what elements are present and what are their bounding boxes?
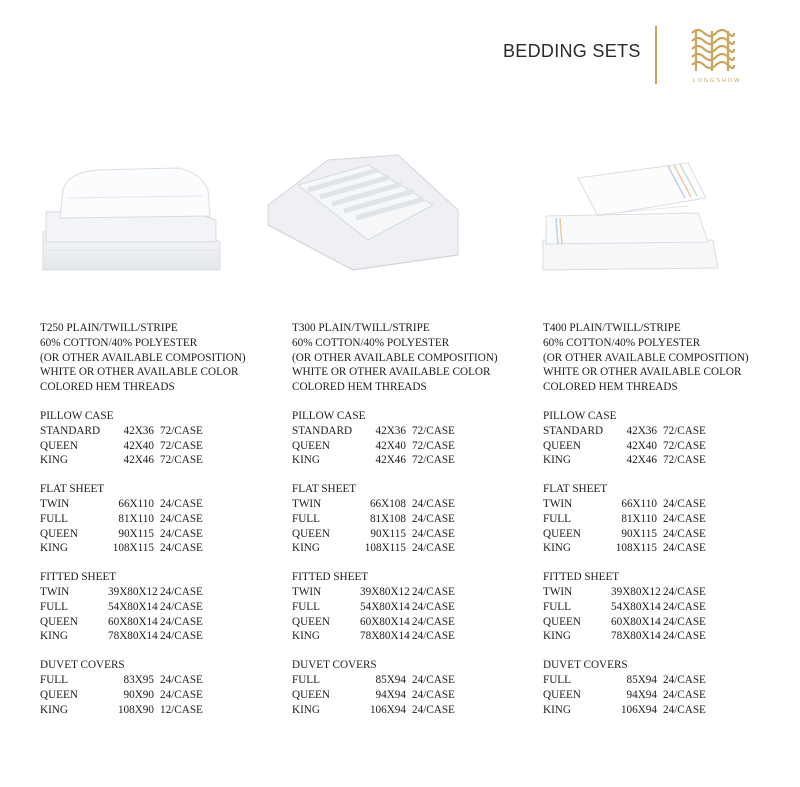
table-row bbox=[292, 673, 532, 688]
pack-qty: 24/CASE bbox=[663, 703, 706, 716]
longshow-logo-icon bbox=[688, 27, 736, 75]
table-row bbox=[292, 439, 532, 454]
table-row bbox=[40, 512, 280, 527]
dimension: 85X94 bbox=[626, 673, 657, 686]
section-title: PILLOW CASE bbox=[40, 409, 114, 422]
pack-qty: 24/CASE bbox=[663, 585, 706, 598]
dimension: 108X115 bbox=[112, 542, 154, 555]
fitted-sheet-section bbox=[543, 570, 783, 644]
size-label: QUEEN bbox=[40, 615, 78, 628]
dimension: 106X94 bbox=[620, 703, 657, 716]
dimension: 81X110 bbox=[118, 512, 154, 525]
color-line: WHITE OR OTHER AVAILABLE COLOR bbox=[543, 366, 742, 379]
flat-sheet-section bbox=[543, 482, 783, 556]
table-row bbox=[543, 703, 783, 718]
table-row bbox=[292, 497, 532, 512]
table-row bbox=[40, 497, 280, 512]
size-label: QUEEN bbox=[543, 439, 581, 452]
composition-note: (OR OTHER AVAILABLE COMPOSITION) bbox=[292, 351, 498, 364]
pack-qty: 24/CASE bbox=[412, 497, 455, 510]
size-label: QUEEN bbox=[292, 527, 330, 540]
dimension: 90X90 bbox=[123, 688, 154, 701]
section-title: FLAT SHEET bbox=[292, 483, 357, 496]
pack-qty: 24/CASE bbox=[412, 615, 455, 628]
table-row bbox=[292, 688, 532, 703]
size-label: KING bbox=[40, 454, 68, 467]
dimension: 54X80X14 bbox=[360, 600, 410, 613]
size-label: QUEEN bbox=[543, 527, 581, 540]
dimension: 42X36 bbox=[123, 424, 154, 437]
table-row bbox=[543, 497, 783, 512]
table-row bbox=[40, 585, 280, 600]
size-label: TWIN bbox=[292, 585, 322, 598]
dimension: 106X94 bbox=[369, 703, 406, 716]
dimension: 42X46 bbox=[375, 454, 406, 467]
size-label: TWIN bbox=[40, 585, 70, 598]
size-label: KING bbox=[543, 454, 571, 467]
table-row bbox=[292, 512, 532, 527]
dimension: 94X94 bbox=[375, 688, 406, 701]
dimension: 85X94 bbox=[375, 673, 406, 686]
size-label: FULL bbox=[292, 512, 320, 525]
size-label: QUEEN bbox=[292, 688, 330, 701]
table-row bbox=[40, 600, 280, 615]
dimension: 54X80X14 bbox=[611, 600, 661, 613]
size-label: TWIN bbox=[543, 497, 573, 510]
size-label: KING bbox=[40, 630, 68, 643]
size-label: KING bbox=[40, 542, 68, 555]
table-row bbox=[543, 439, 783, 454]
page-title: BEDDING SETS bbox=[503, 41, 641, 61]
pack-qty: 72/CASE bbox=[160, 439, 203, 452]
table-row bbox=[292, 585, 532, 600]
table-row bbox=[543, 673, 783, 688]
dimension: 42X46 bbox=[123, 454, 154, 467]
fitted-sheet-section bbox=[40, 570, 280, 644]
dimension: 78X80X14 bbox=[360, 630, 410, 643]
section-title: FLAT SHEET bbox=[40, 483, 105, 496]
section-title: FLAT SHEET bbox=[543, 483, 608, 496]
dimension: 39X80X12 bbox=[611, 585, 661, 598]
dimension: 90X115 bbox=[118, 527, 154, 540]
pack-qty: 72/CASE bbox=[663, 454, 706, 467]
dimension: 108X115 bbox=[615, 542, 657, 555]
pack-qty: 24/CASE bbox=[160, 497, 203, 510]
header-divider bbox=[655, 26, 657, 84]
pack-qty: 24/CASE bbox=[663, 497, 706, 510]
size-label: TWIN bbox=[40, 497, 70, 510]
table-row bbox=[40, 688, 280, 703]
size-label: FULL bbox=[543, 673, 571, 686]
dimension: 83X95 bbox=[123, 673, 154, 686]
hem-line: COLORED HEM THREADS bbox=[292, 381, 427, 394]
color-line: WHITE OR OTHER AVAILABLE COLOR bbox=[40, 366, 239, 379]
dimension: 78X80X14 bbox=[611, 630, 661, 643]
pack-qty: 24/CASE bbox=[663, 615, 706, 628]
size-label: QUEEN bbox=[40, 688, 78, 701]
pack-qty: 24/CASE bbox=[412, 542, 455, 555]
pack-qty: 72/CASE bbox=[412, 424, 455, 437]
dimension: 90X115 bbox=[621, 527, 657, 540]
pack-qty: 12/CASE bbox=[160, 703, 203, 716]
table-row bbox=[543, 527, 783, 542]
pack-qty: 24/CASE bbox=[663, 600, 706, 613]
dimension: 60X80X14 bbox=[360, 615, 410, 628]
dimension: 42X36 bbox=[375, 424, 406, 437]
size-label: STANDARD bbox=[543, 424, 604, 437]
table-row bbox=[543, 541, 783, 556]
size-label: KING bbox=[543, 542, 571, 555]
dimension: 54X80X14 bbox=[108, 600, 158, 613]
section-title: DUVET COVERS bbox=[40, 659, 125, 672]
size-label: STANDARD bbox=[292, 424, 353, 437]
hem-line: COLORED HEM THREADS bbox=[543, 381, 678, 394]
folded-sheet-set-icon bbox=[38, 150, 228, 280]
section-title: FITTED SHEET bbox=[292, 571, 369, 584]
pack-qty: 72/CASE bbox=[160, 424, 203, 437]
dimension: 42X40 bbox=[375, 439, 406, 452]
table-row bbox=[543, 453, 783, 468]
dimension: 42X40 bbox=[626, 439, 657, 452]
dimension: 42X36 bbox=[626, 424, 657, 437]
table-row bbox=[40, 703, 280, 718]
size-label: FULL bbox=[40, 512, 68, 525]
pack-qty: 24/CASE bbox=[412, 512, 455, 525]
section-title: FITTED SHEET bbox=[543, 571, 620, 584]
dimension: 42X46 bbox=[626, 454, 657, 467]
pack-qty: 24/CASE bbox=[663, 527, 706, 540]
table-row bbox=[292, 424, 532, 439]
pack-qty: 24/CASE bbox=[412, 630, 455, 643]
pack-qty: 24/CASE bbox=[160, 585, 203, 598]
size-label: KING bbox=[292, 703, 320, 716]
pack-qty: 24/CASE bbox=[160, 527, 203, 540]
dimension: 108X115 bbox=[364, 542, 406, 555]
pack-qty: 24/CASE bbox=[160, 688, 203, 701]
size-label: KING bbox=[292, 542, 320, 555]
dimension: 108X90 bbox=[117, 703, 154, 716]
pillow-case-section bbox=[543, 409, 783, 468]
pack-qty: 24/CASE bbox=[663, 512, 706, 525]
composition-line: 60% COTTON/40% POLYESTER bbox=[543, 336, 701, 349]
product-title: T250 PLAIN/TWILL/STRIPE bbox=[40, 322, 178, 334]
section-title: FITTED SHEET bbox=[40, 571, 117, 584]
size-label: KING bbox=[292, 630, 320, 643]
dimension: 60X80X14 bbox=[108, 615, 158, 628]
composition-note: (OR OTHER AVAILABLE COMPOSITION) bbox=[40, 351, 246, 364]
size-label: QUEEN bbox=[292, 615, 330, 628]
table-row bbox=[292, 541, 532, 556]
section-title: PILLOW CASE bbox=[543, 409, 617, 422]
section-title: DUVET COVERS bbox=[543, 659, 628, 672]
dimension: 39X80X12 bbox=[108, 585, 158, 598]
size-label: KING bbox=[543, 630, 571, 643]
striped-sheet-set-icon bbox=[258, 145, 468, 275]
table-row bbox=[292, 453, 532, 468]
pack-qty: 24/CASE bbox=[663, 630, 706, 643]
pack-qty: 24/CASE bbox=[412, 600, 455, 613]
table-row bbox=[292, 703, 532, 718]
pack-qty: 72/CASE bbox=[412, 439, 455, 452]
pack-qty: 24/CASE bbox=[160, 673, 203, 686]
size-label: KING bbox=[40, 703, 68, 716]
pack-qty: 72/CASE bbox=[412, 454, 455, 467]
logo-wordmark: LONGSHOW bbox=[692, 78, 742, 84]
table-row bbox=[543, 512, 783, 527]
size-label: QUEEN bbox=[40, 527, 78, 540]
size-label: STANDARD bbox=[40, 424, 101, 437]
section-title: PILLOW CASE bbox=[292, 409, 366, 422]
size-label: QUEEN bbox=[292, 439, 330, 452]
product-column-t400 bbox=[543, 321, 783, 717]
table-row bbox=[543, 629, 783, 644]
pack-qty: 24/CASE bbox=[412, 688, 455, 701]
size-label: FULL bbox=[543, 512, 571, 525]
flat-sheet-section bbox=[292, 482, 532, 556]
pack-qty: 72/CASE bbox=[663, 439, 706, 452]
pack-qty: 24/CASE bbox=[412, 585, 455, 598]
size-label: KING bbox=[292, 454, 320, 467]
pack-qty: 24/CASE bbox=[160, 542, 203, 555]
size-label: QUEEN bbox=[543, 688, 581, 701]
dimension: 78X80X14 bbox=[108, 630, 158, 643]
dimension: 81X108 bbox=[369, 512, 406, 525]
size-label: TWIN bbox=[543, 585, 573, 598]
table-row bbox=[543, 615, 783, 630]
dimension: 66X110 bbox=[621, 497, 657, 510]
product-column-t300 bbox=[292, 321, 532, 717]
product-title: T400 PLAIN/TWILL/STRIPE bbox=[543, 322, 681, 334]
table-row bbox=[40, 541, 280, 556]
composition-line: 60% COTTON/40% POLYESTER bbox=[292, 336, 450, 349]
size-label: KING bbox=[543, 703, 571, 716]
product-title: T300 PLAIN/TWILL/STRIPE bbox=[292, 322, 430, 334]
dimension: 66X110 bbox=[118, 497, 154, 510]
duvet-covers-section bbox=[292, 658, 532, 717]
pack-qty: 24/CASE bbox=[412, 527, 455, 540]
size-label: QUEEN bbox=[543, 615, 581, 628]
table-row bbox=[543, 688, 783, 703]
fitted-sheet-section bbox=[292, 570, 532, 644]
pack-qty: 24/CASE bbox=[412, 673, 455, 686]
pack-qty: 72/CASE bbox=[160, 454, 203, 467]
product-column-t250 bbox=[40, 321, 280, 717]
pack-qty: 72/CASE bbox=[663, 424, 706, 437]
dimension: 81X110 bbox=[621, 512, 657, 525]
pillow-case-section bbox=[40, 409, 280, 468]
table-row bbox=[292, 615, 532, 630]
table-row bbox=[40, 615, 280, 630]
size-label: QUEEN bbox=[40, 439, 78, 452]
pack-qty: 24/CASE bbox=[663, 542, 706, 555]
composition-line: 60% COTTON/40% POLYESTER bbox=[40, 336, 198, 349]
size-label: FULL bbox=[40, 673, 68, 686]
dimension: 60X80X14 bbox=[611, 615, 661, 628]
table-row bbox=[40, 527, 280, 542]
flat-sheet-section bbox=[40, 482, 280, 556]
composition-note: (OR OTHER AVAILABLE COMPOSITION) bbox=[543, 351, 749, 364]
dimension: 94X94 bbox=[626, 688, 657, 701]
size-label: TWIN bbox=[292, 497, 322, 510]
size-label: FULL bbox=[40, 600, 68, 613]
table-row bbox=[40, 424, 280, 439]
table-row bbox=[543, 600, 783, 615]
duvet-covers-section bbox=[40, 658, 280, 717]
pack-qty: 24/CASE bbox=[160, 512, 203, 525]
pillow-case-section bbox=[292, 409, 532, 468]
pack-qty: 24/CASE bbox=[160, 630, 203, 643]
hem-line: COLORED HEM THREADS bbox=[40, 381, 175, 394]
dimension: 90X115 bbox=[370, 527, 406, 540]
table-row bbox=[40, 439, 280, 454]
table-row bbox=[292, 600, 532, 615]
table-row bbox=[40, 453, 280, 468]
size-label: FULL bbox=[292, 673, 320, 686]
section-title: DUVET COVERS bbox=[292, 659, 377, 672]
dimension: 66X108 bbox=[369, 497, 406, 510]
hem-thread-sheet-set-icon bbox=[538, 158, 728, 278]
table-row bbox=[292, 629, 532, 644]
dimension: 39X80X12 bbox=[360, 585, 410, 598]
size-label: FULL bbox=[292, 600, 320, 613]
pack-qty: 24/CASE bbox=[663, 688, 706, 701]
table-row bbox=[543, 424, 783, 439]
table-row bbox=[292, 527, 532, 542]
table-row bbox=[40, 629, 280, 644]
table-row bbox=[40, 673, 280, 688]
pack-qty: 24/CASE bbox=[160, 615, 203, 628]
dimension: 42X40 bbox=[123, 439, 154, 452]
size-label: FULL bbox=[543, 600, 571, 613]
duvet-covers-section bbox=[543, 658, 783, 717]
pack-qty: 24/CASE bbox=[412, 703, 455, 716]
color-line: WHITE OR OTHER AVAILABLE COLOR bbox=[292, 366, 491, 379]
pack-qty: 24/CASE bbox=[663, 673, 706, 686]
table-row bbox=[543, 585, 783, 600]
pack-qty: 24/CASE bbox=[160, 600, 203, 613]
